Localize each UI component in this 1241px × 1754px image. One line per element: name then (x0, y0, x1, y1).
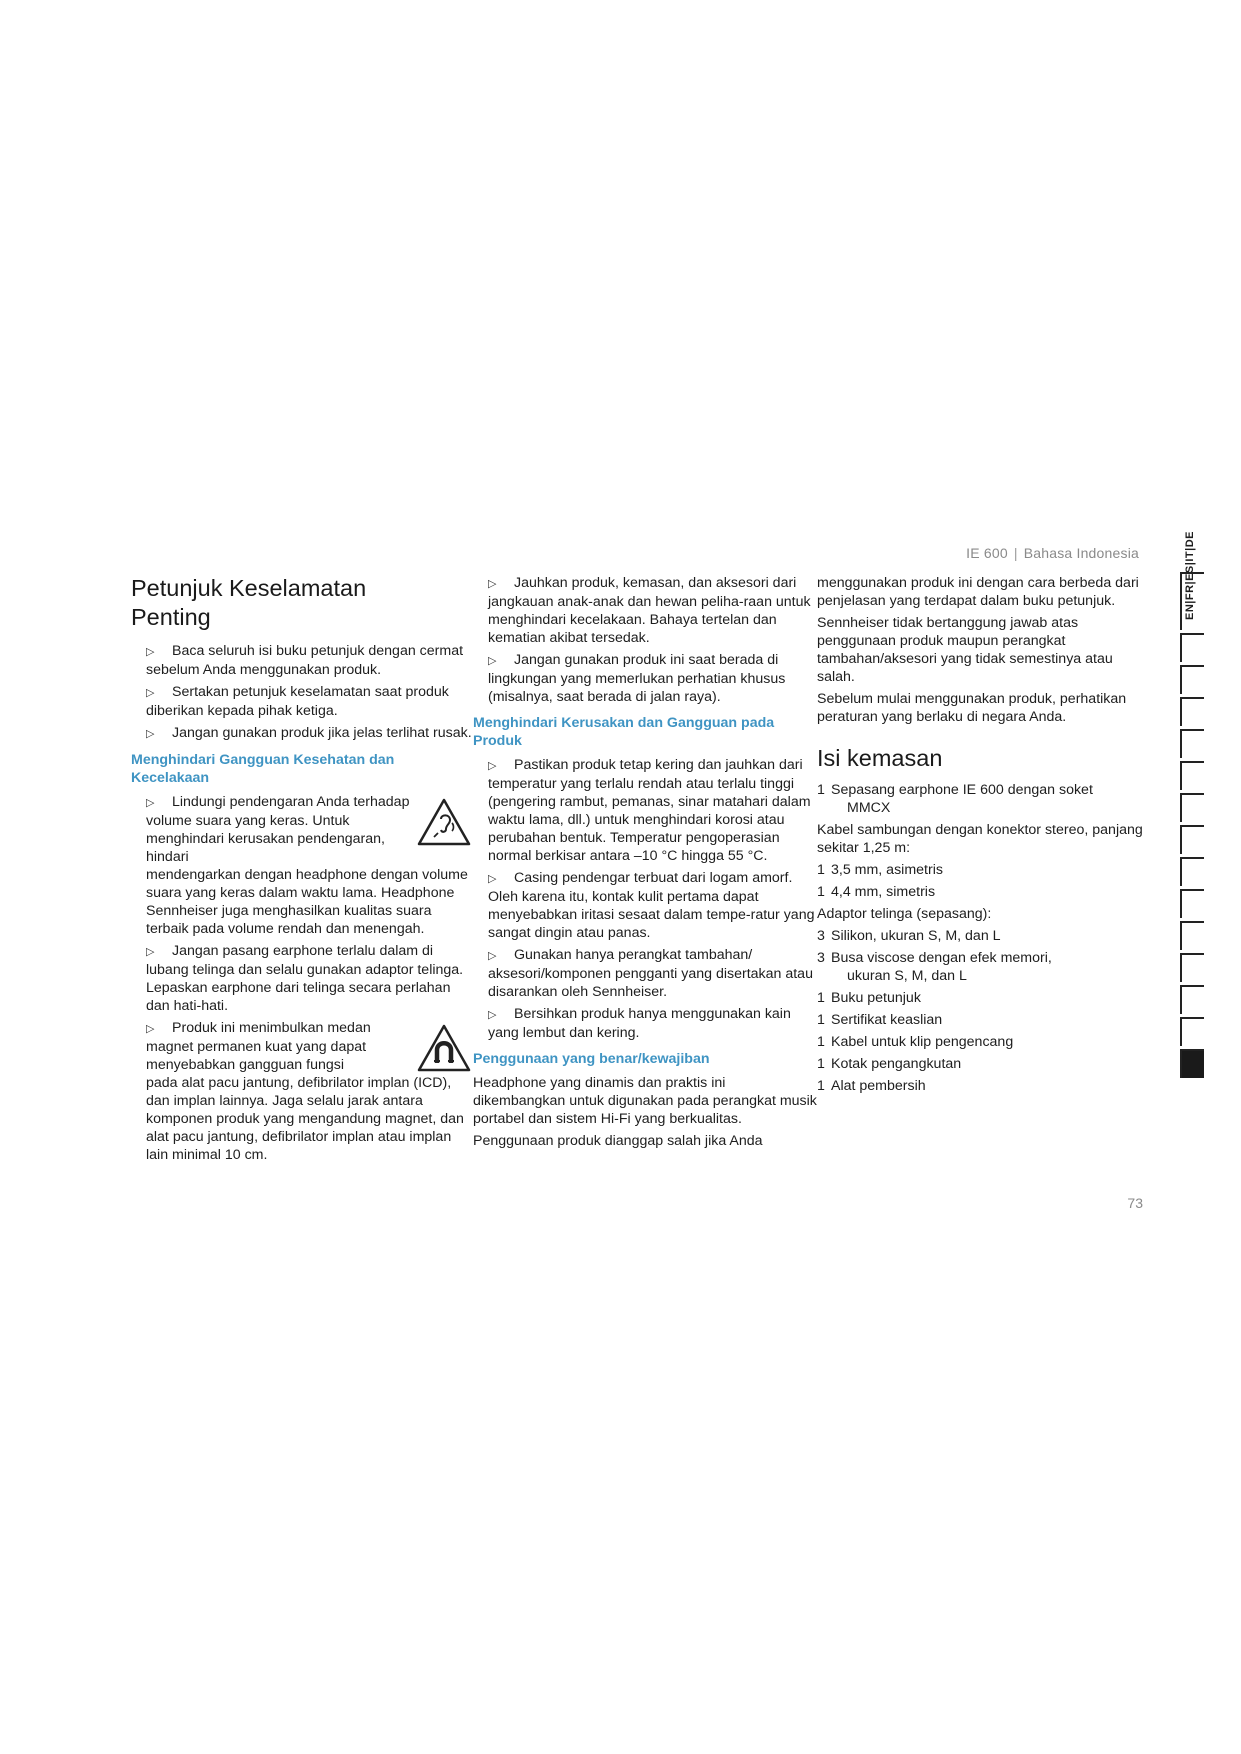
list-item: 1 Sepasang earphone IE 600 dengan soket (817, 782, 1093, 798)
list-item: 1 Buku petunjuk (817, 990, 921, 1006)
header-language: Bahasa Indonesia (1023, 545, 1139, 561)
list-item-continuation: MMCX (847, 800, 891, 816)
adapter-intro: Adaptor telinga (sepasang): (817, 906, 992, 922)
thumb-tab (1180, 729, 1204, 758)
regulations-paragraph: Sebelum mulai menggunakan produk, perhatikan peraturan yang berlaku di negara Anda. (817, 691, 1127, 725)
thumb-tab (1180, 697, 1204, 726)
triangle-bullet-icon: ▷ (146, 646, 155, 658)
list-item: 1 Kotak pengangkutan (817, 1056, 962, 1072)
safety-title-line2: Penting (131, 604, 211, 630)
triangle-bullet-icon: ▷ (488, 760, 497, 772)
package-contents-title: Isi kemasan (817, 745, 943, 771)
section-health-title: Menghindari Gangguan Kesehatan dan Kecelakaan (131, 752, 395, 786)
thumb-tab (1180, 793, 1204, 822)
magnet-warning-icon (416, 1023, 472, 1073)
liability-paragraph: Sennheiser tidak bertanggung jawab atas penggunaan produk maupun perangkat tambahan/aksesori yang tidak semestinya atau salah. (817, 615, 1113, 685)
column-3 (817, 574, 1147, 1099)
thumb-tab (1180, 921, 1204, 950)
bullet-keep-dry: ▷ Pastikan produk tetap kering dan jauhkan dari temperatur yang terlalu rendah atau terlalu tinggi (pengering rambut, pemanas, sinar matahari dalam waktu lama, dll.) untuk menghindari korosi atau perubahan bentuk. Temperatur pengoperasian normal berkisar antara –10 °C hingga 55 °C. (488, 757, 811, 864)
thumb-tab (1180, 857, 1204, 886)
header-model: IE 600 (966, 545, 1008, 561)
triangle-bullet-icon: ▷ (488, 655, 497, 667)
thumb-tab (1180, 985, 1204, 1014)
bullet-include-instructions: ▷ Sertakan petunjuk keselamatan saat produk diberikan kepada pihak ketiga. (146, 684, 449, 719)
usage-paragraph-2: Penggunaan produk dianggap salah jika Anda (473, 1133, 763, 1149)
bullet-cleaning: ▷ Bersihkan produk hanya menggunakan kain yang lembut dan kering. (488, 1006, 791, 1041)
thumb-tab-active (1180, 1049, 1204, 1078)
list-item: 1 4,4 mm, simetris (817, 884, 936, 900)
hearing-warning-icon (416, 797, 472, 847)
safety-title-line1: Petunjuk Keselamatan (131, 575, 367, 601)
hearing-warning: ▷ Lindungi pendengaran Anda terhadap volume suara yang keras. Untuk menghindari kerusakan pendengaran, hindari mendengarkan dengan headphone dengan volume suara yang keras dalam waktu lama. Headphone Sennheiser juga menghasilkan kualitas suara terbaik pada volume rendah dan menengah. (131, 793, 476, 938)
column-2 (473, 574, 821, 1154)
language-tabs (1180, 531, 1204, 1081)
bullet-traffic-environment: ▷ Jangan gunakan produk ini saat berada di lingkungan yang memerlukan perhatian khusus (misalnya, saat berada di jalan raya). (488, 652, 786, 705)
bullet-damaged-product: ▷ Jangan gunakan produk jika jelas terlihat rusak. (146, 725, 472, 741)
list-item: 1 Sertifikat keaslian (817, 1012, 943, 1028)
package-contents-list (817, 781, 1147, 1095)
bullet-accessories: ▷ Gunakan hanya perangkat tambahan/ aksesori/komponen pengganti yang disertakan atau disarankan oleh Sennheiser. (488, 947, 813, 1000)
list-item-continuation: ukuran S, M, dan L (847, 968, 967, 984)
section-usage-title: Penggunaan yang benar/kewajiban (473, 1051, 710, 1067)
triangle-bullet-icon: ▷ (146, 687, 155, 699)
thumb-tab (1180, 633, 1204, 662)
list-item: 1 3,5 mm, asimetris (817, 862, 943, 878)
triangle-bullet-icon: ▷ (146, 946, 155, 958)
thumb-tab (1180, 953, 1204, 982)
bullet-earphone-insert: ▷ Jangan pasang earphone terlalu dalam di lubang telinga dan selalu gunakan adaptor telinga. Lepaskan earphone dari telinga secara perlahan dan hati-hati. (146, 943, 464, 1014)
usage-paragraph-1: Headphone yang dinamis dan praktis ini dikembangkan untuk digunakan pada perangkat musik portabel dan sistem Hi-Fi yang berkualitas. (473, 1075, 817, 1127)
safety-title (131, 574, 476, 632)
running-header (966, 545, 1139, 561)
triangle-bullet-icon: ▷ (488, 1009, 497, 1021)
list-item: 1 Kabel untuk klip pengencang (817, 1034, 1014, 1050)
triangle-bullet-icon: ▷ (146, 1023, 155, 1035)
list-item: 1 Alat pembersih (817, 1078, 926, 1094)
cable-intro: Kabel sambungan dengan konektor stereo, panjang sekitar 1,25 m: (817, 822, 1143, 856)
triangle-bullet-icon: ▷ (488, 578, 497, 590)
bullet-read-manual: ▷ Baca seluruh isi buku petunjuk dengan cermat sebelum Anda menggunakan produk. (146, 643, 464, 678)
column-1 (131, 574, 476, 1168)
triangle-bullet-icon: ▷ (488, 873, 497, 885)
bullet-keep-away-children: ▷ Jauhkan produk, kemasan, dan aksesori dari jangkauan anak-anak dan hewan peliha-raan untuk menghindari kecelakaan. Bahaya tertelan dan kematian akibat tersedak. (488, 575, 811, 646)
triangle-bullet-icon: ▷ (488, 950, 497, 962)
magnet-warning: ▷ Produk ini menimbulkan medan magnet permanen kuat yang dapat menyebabkan gangguan fungsi pada alat pacu jantung, defibrilator implan (ICD), dan implan lainnya. Jaga selalu jarak antara komponen produk yang mengandung magnet, dan alat pacu jantung, defibrilator implan atau implan lain minimal 10 cm. (131, 1019, 476, 1164)
list-item: 3 Busa viscose dengan efek memori, (817, 950, 1052, 966)
thumb-tab (1180, 1017, 1204, 1046)
thumb-tab (1180, 889, 1204, 918)
thumb-tab (1180, 825, 1204, 854)
section-damage-title: Menghindari Kerusakan dan Gangguan pada Produk (473, 715, 775, 749)
thumb-tab (1180, 761, 1204, 790)
page-number: 73 (1127, 1195, 1143, 1211)
triangle-bullet-icon: ▷ (146, 728, 155, 740)
list-item: 3 Silikon, ukuran S, M, dan L (817, 928, 1001, 944)
header-separator: | (1013, 545, 1018, 561)
language-tab-label: EN|FR|ES|IT|DE (1180, 572, 1204, 630)
thumb-tab (1180, 665, 1204, 694)
triangle-bullet-icon: ▷ (146, 797, 155, 809)
misuse-paragraph: menggunakan produk ini dengan cara berbeda dari penjelasan yang terdapat dalam buku petunjuk. (817, 575, 1139, 609)
bullet-amorphous-metal: ▷ Casing pendengar terbuat dari logam amorf. Oleh karena itu, kontak kulit pertama dapat menyebabkan iritasi sesaat dalam tempe-ratur yang sangat dingin atau panas. (488, 870, 815, 941)
